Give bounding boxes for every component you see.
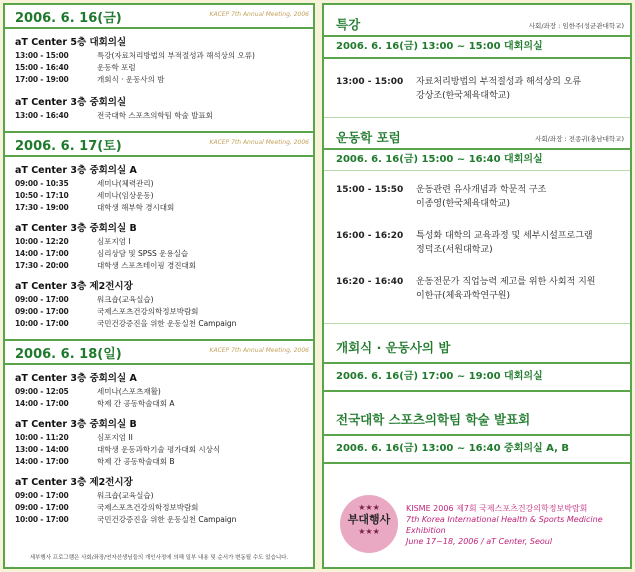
day-title: 2006. 6. 16(금)	[15, 11, 122, 26]
program-panel	[322, 3, 632, 569]
entry-speaker: 이종영(한국체육대학교)	[416, 199, 510, 209]
row-time: 14:00 - 17:00	[15, 249, 69, 258]
section-opening-ceremony	[324, 338, 630, 392]
entry-time: 13:00 - 15:00	[336, 77, 404, 87]
row-time: 10:00 - 17:00	[15, 515, 69, 524]
section-special-lecture	[324, 9, 630, 118]
section-title: 운동학 포럼	[336, 130, 401, 145]
entry-topic: 특성화 대학의 교육과정 및 세부시설프로그램	[416, 231, 593, 241]
schedule-row	[5, 456, 313, 468]
row-time: 10:50 - 17:10	[15, 191, 69, 200]
entry-topic: 운동관련 유사개념과 학문적 구조	[416, 185, 547, 195]
row-time: 15:00 - 16:40	[15, 63, 69, 72]
section-bar: 2006. 6. 16(금) 15:00 ~ 16:40 대회의실	[324, 148, 630, 170]
row-desc: 학제 간 공동학술대회 A	[97, 399, 175, 408]
schedule-row	[5, 110, 313, 122]
schedule-row	[5, 386, 313, 398]
row-desc: 대학생 해부학 경시대회	[97, 203, 175, 212]
row-desc: 세미나(체력관리)	[97, 179, 154, 188]
venue-title: aT Center 3층 중회의실 B	[15, 223, 137, 234]
schedule-row	[5, 294, 313, 306]
entry-desc	[416, 183, 630, 211]
exhibition-english-title: 7th Korea International Health & Sports Medicine Exhibition	[406, 515, 603, 535]
entry-desc	[416, 229, 630, 257]
schedule-row	[5, 50, 313, 62]
row-desc: 학제 간 공동학술대회 B	[97, 457, 175, 466]
program-entry	[324, 229, 630, 257]
side-event-badge	[340, 495, 398, 553]
entry-time: 15:00 - 15:50	[336, 185, 404, 195]
entry-topic: 자료처리방법의 부적절성과 해석상의 오류	[416, 77, 582, 87]
row-time: 09:00 - 17:00	[15, 503, 69, 512]
schedule-row	[5, 306, 313, 318]
exhibition-info	[406, 503, 630, 547]
schedule-row	[5, 432, 313, 444]
day-title: 2006. 6. 17(토)	[15, 139, 122, 154]
day-title: 2006. 6. 18(일)	[15, 347, 122, 362]
footnote: 세부행사 프로그램은 사회/좌장/연자선생님들의 개인사정에 의해 일부 내용 및 순서가 변동될 수도 있습니다.	[29, 555, 289, 561]
row-time: 13:00 - 15:00	[15, 51, 69, 60]
row-time: 09:00 - 17:00	[15, 295, 69, 304]
section-sports-medicine-team	[324, 410, 630, 464]
row-desc: 국제스포츠건강의학정보박람회	[97, 307, 199, 316]
schedule-row	[5, 502, 313, 514]
row-time: 13:00 - 14:00	[15, 445, 69, 454]
schedule-row	[5, 62, 313, 74]
kacep-caption: KACEP 7th Annual Meeting, 2006	[209, 139, 309, 146]
section-kinesiology-forum	[324, 128, 630, 324]
schedule-row	[5, 74, 313, 86]
schedule-row	[5, 260, 313, 272]
schedule-panel	[3, 3, 315, 569]
day-header	[5, 131, 313, 157]
row-time: 14:00 - 17:00	[15, 457, 69, 466]
star-icons: ★★★	[358, 527, 380, 536]
entry-time: 16:00 - 16:20	[336, 231, 404, 241]
row-desc: 개회식 · 운동사의 밤	[97, 75, 165, 84]
entry-desc	[416, 75, 630, 103]
row-desc: 심포지엄 II	[97, 433, 133, 442]
schedule-row	[5, 190, 313, 202]
divider	[324, 170, 630, 171]
kacep-caption: KACEP 7th Annual Meeting, 2006	[209, 347, 309, 354]
program-entry	[324, 275, 630, 303]
row-desc: 전국대학 스포츠의학팀 학술 발표회	[97, 111, 213, 120]
row-desc: 심리상담 및 SPSS 운용실습	[97, 249, 189, 258]
exhibition-date-place: June 17~18, 2006 / aT Center, Seoul	[406, 537, 553, 546]
venue-title: aT Center 3층 제2전시장	[15, 477, 133, 488]
venue-title: aT Center 3층 제2전시장	[15, 281, 133, 292]
entry-topic: 운동전문가 직업능력 제고를 위한 사회적 지원	[416, 277, 596, 287]
day-header	[5, 5, 313, 29]
row-desc: 워크숍(교육실습)	[97, 491, 154, 500]
row-time: 10:00 - 17:00	[15, 319, 69, 328]
entry-desc	[416, 275, 630, 303]
schedule-row	[5, 490, 313, 502]
venue-title: aT Center 3층 중회의실 A	[15, 165, 137, 176]
entry-speaker: 이한규(체육과학연구원)	[416, 291, 510, 301]
schedule-row	[5, 248, 313, 260]
entry-speaker: 정덕조(서원대학교)	[416, 245, 493, 255]
row-time: 17:00 - 19:00	[15, 75, 69, 84]
venue-title: aT Center 3층 중회의실 A	[15, 373, 137, 384]
row-desc: 세미나(스포츠재활)	[97, 387, 161, 396]
row-time: 17:30 - 20:00	[15, 261, 69, 270]
section-bar: 2006. 6. 16(금) 17:00 ~ 19:00 대회의실	[324, 362, 630, 392]
venue-title: aT Center 3층 중회의실 B	[15, 419, 137, 430]
row-desc: 심포지엄 I	[97, 237, 131, 246]
row-time: 09:00 - 17:00	[15, 307, 69, 316]
section-title: 특강	[336, 17, 361, 32]
section-chair: 사회/좌장 : 임한주(성균관대학교)	[528, 22, 624, 30]
schedule-row	[5, 178, 313, 190]
schedule-row	[5, 398, 313, 410]
badge-text: 부대행사	[347, 513, 391, 526]
row-time: 17:30 - 19:00	[15, 203, 69, 212]
row-time: 09:00 - 10:35	[15, 179, 69, 188]
entry-speaker: 강상조(한국체육대학교)	[416, 91, 510, 101]
row-desc: 워크숍(교육실습)	[97, 295, 154, 304]
row-time: 09:00 - 12:05	[15, 387, 69, 396]
section-bar: 2006. 6. 16(금) 13:00 ~ 15:00 대회의실	[324, 35, 630, 59]
schedule-row	[5, 318, 313, 330]
divider	[324, 323, 630, 324]
row-desc: 운동학 포럼	[97, 63, 136, 72]
divider	[324, 117, 630, 118]
entry-time: 16:20 - 16:40	[336, 277, 404, 287]
row-desc: 국민건강증진을 위한 운동실천 Campaign	[97, 319, 237, 328]
row-desc: 국제스포츠건강의학정보박람회	[97, 503, 199, 512]
section-title: 전국대학 스포츠의학팀 학술 발표회	[336, 412, 531, 427]
row-time: 10:00 - 12:20	[15, 237, 69, 246]
row-time: 14:00 - 17:00	[15, 399, 69, 408]
star-icons: ★★★	[358, 503, 380, 512]
section-bar: 2006. 6. 16(금) 13:00 ~ 16:40 중회의실 A, B	[324, 434, 630, 464]
row-desc: 세미나(임상운동)	[97, 191, 154, 200]
schedule-row	[5, 236, 313, 248]
row-desc: 대학생 운동과학기술 평가대회 시상식	[97, 445, 221, 454]
row-desc: 국민건강증진을 위한 운동실천 Campaign	[97, 515, 237, 524]
venue-title: aT Center 5층 대회의실	[15, 37, 127, 48]
schedule-row	[5, 444, 313, 456]
section-title: 개회식 · 운동사의 밤	[336, 340, 451, 355]
program-entry	[324, 183, 630, 211]
kacep-caption: KACEP 7th Annual Meeting, 2006	[209, 11, 309, 18]
venue-title: aT Center 3층 중회의실	[15, 97, 127, 108]
schedule-row	[5, 514, 313, 526]
exhibition-title: KISME 2006 제7회 국제스포츠건강의학정보박람회	[406, 504, 588, 513]
program-entry	[324, 75, 630, 103]
row-desc: 대학생 스포츠테이핑 경진대회	[97, 261, 196, 270]
schedule-row	[5, 202, 313, 214]
row-time: 13:00 - 16:40	[15, 111, 69, 120]
section-chair: 사회/좌장 : 전종귀(충남대학교)	[535, 135, 624, 143]
row-time: 09:00 - 17:00	[15, 491, 69, 500]
row-time: 10:00 - 11:20	[15, 433, 69, 442]
row-desc: 특강(자료처리방법의 부적절성과 해석상의 오류)	[97, 51, 255, 60]
day-header	[5, 339, 313, 365]
